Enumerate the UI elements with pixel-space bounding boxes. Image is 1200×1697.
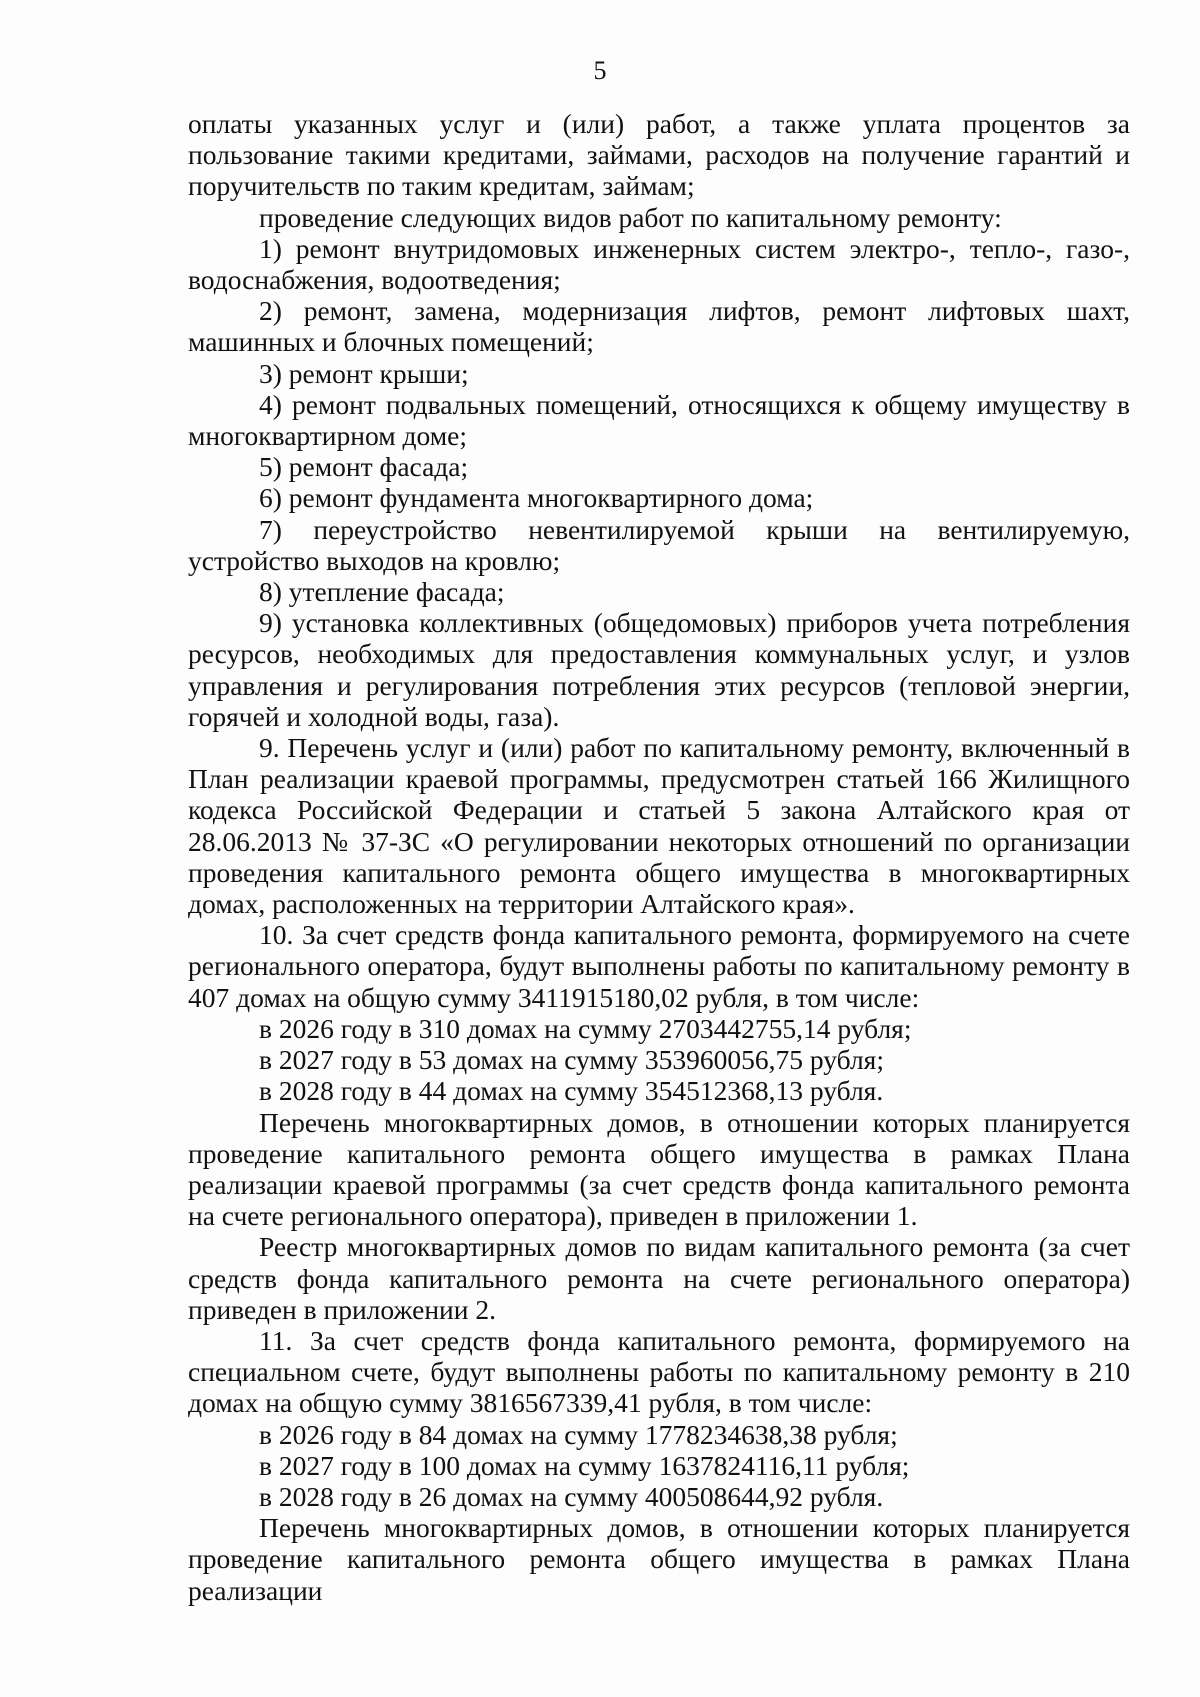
paragraph: в 2027 году в 100 домах на сумму 1637824116,11 рубля; [259,1449,910,1481]
paragraph: в 2026 году в 84 домах на сумму 1778234638,38 рубля; [259,1418,898,1450]
paragraph: в 2026 году в 310 домах на сумму 2703442755,14 рубля; [259,1012,912,1044]
page-number: 5 [593,56,607,85]
paragraph: 9) установка коллективных (общедомовых) приборов учета потребления ресурсов, необходимых для предоставления коммунальных услуг, и узлов управления и регулирования потребления этих ресурсов (тепловой энергии, горячей и холодной воды, газа). [188,607,1130,732]
paragraph: проведение следующих видов работ по капитальному ремонту: [259,201,1002,233]
paragraph: 6) ремонт фундамента многоквартирного дома; [259,482,814,514]
paragraph: 1) ремонт внутридомовых инженерных систем электро-, тепло-, газо-, водоснабжения, водоотведения; [188,232,1130,296]
paragraph: Перечень многоквартирных домов, в отношении которых планируется проведение капитального ремонта общего имущества в рамках Плана реализации краевой программы (за счет средств фонда капитального ремонта на счете регионального оператора), приведен в приложении 1. [188,1106,1130,1232]
paragraph: 7) переустройство невентилируемой крыши на вентилируемую, устройство выходов на кровлю; [188,513,1130,576]
paragraph: 8) утепление фасада; [259,576,505,608]
paragraph: 11. За счет средств фонда капитального ремонта, формируемого на специальном счете, будут выполнены работы по капитальному ремонту в 210 домах на общую сумму 3816567339,41 рубля, в том числе: [188,1324,1130,1419]
paragraph: 5) ремонт фасада; [259,451,469,483]
paragraph: оплаты указанных услуг и (или) работ, а также уплата процентов за пользование такими кредитами, займами, расходов на получение гарантий и поручительств по таким кредитам, займам; [188,108,1130,202]
paragraph: в 2028 году в 44 домах на сумму 354512368,13 рубля. [259,1075,884,1107]
paragraph: Перечень многоквартирных домов, в отношении которых планируется проведение капитального ремонта общего имущества в рамках Плана реализации [188,1512,1130,1606]
paragraph: 4) ремонт подвальных помещений, относящихся к общему имуществу в многоквартирном доме; [188,388,1130,452]
paragraph: в 2027 году в 53 домах на сумму 353960056,75 рубля; [259,1044,884,1076]
paragraph: 3) ремонт крыши; [259,357,469,389]
paragraph: в 2028 году в 26 домах на сумму 400508644,92 рубля. [259,1480,884,1512]
paragraph: 9. Перечень услуг и (или) работ по капитальному ремонту, включенный в План реализации краевой программы, предусмотрен статьей 166 Жилищного кодекса Российской Федерации и статьей 5 закона Алтайского края от 28.06.2013 № 37-ЗС «О регулировании некоторых отношений по организации проведения капитального ремонта общего имущества в многоквартирных домах, расположенных на территории Алтайского края». [188,732,1130,920]
paragraph: Реестр многоквартирных домов по видам капитального ремонта (за счет средств фонда капитального ремонта на счете регионального оператора) приведен в приложении 2. [188,1231,1130,1325]
paragraph: 10. За счет средств фонда капитального ремонта, формируемого на счете регионального оператора, будут выполнены работы по капитальному ремонту в 407 домах на общую сумму 3411915180,02 рубля, в том числе: [188,919,1130,1013]
document-body [188,108,1130,1606]
paragraph: 2) ремонт, замена, модернизация лифтов, ремонт лифтовых шахт, машинных и блочных помещений; [188,295,1130,358]
